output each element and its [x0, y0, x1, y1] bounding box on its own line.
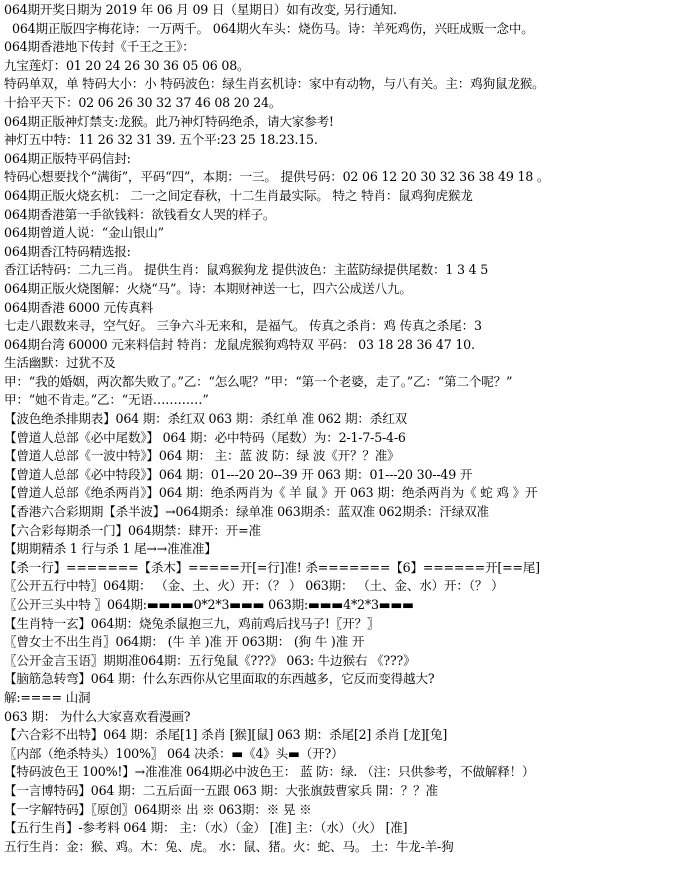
- text-line-l42: 【特码波色王 100%!】→准准准 064期必中波色王： 蓝 防：绿. （注：只供参考，不做解释！）: [4, 764, 535, 780]
- text-line-l25: 【曾道人总部《一波中特》】064 期： 主：蓝 波 防：绿 波《开？？准》: [4, 448, 400, 464]
- text-line-l15: 香江话特码：二九三肖。 提供生肖：鼠鸡猴狗龙 提供波色：主蓝防绿提供尾数：1 3 4 5: [4, 262, 489, 278]
- text-line-l08: 神灯五中特：11 26 32 31 39. 五个平:23 25 18.23.15.: [4, 132, 318, 148]
- text-line-l21: 甲：“我的婚姻，两次都失败了。”乙：“怎么呢？”甲：“第一个老婆，走了。”乙：“第二个呢？”: [4, 373, 513, 389]
- text-line-l20: 生活幽默：过犹不及: [4, 355, 116, 371]
- text-line-l05: 特码单双，单 特码大小：小 特码波色：绿生肖玄机诗：家中有动物，与八有关。主：鸡狗鼠龙猴。: [4, 76, 545, 92]
- text-line-l23: 【波色绝杀排期表】064 期：杀红双 063 期：杀红单 准 062 期：杀红双: [4, 411, 407, 427]
- text-line-l02: 064期正版四字梅花诗：一万两千。 064期火车头：烧伤马。诗：羊死鸡伤，兴旺成贩一念中。: [12, 20, 534, 36]
- text-line-l03: 064期香港地下传封《千王之王》：: [4, 39, 195, 55]
- text-line-l01: 064期开奖日期为 2019 年 06 月 09 日（星期日）如有改变, 另行通知.: [4, 2, 397, 17]
- text-line-l46: 五行生肖：金：猴、鸡。木：兔、虎。 水：鼠、猪。火：蛇、马。 土：牛龙-羊-狗: [4, 838, 454, 854]
- text-line-l44: 【一字解特码】〖原创〗064期※ 出 ※ 063期：※ 晃 ※: [4, 801, 312, 817]
- text-line-l24: 【曾道人总部《必中尾数》】 064 期：必中特码（尾数）为：2-1-7-5-4-6: [4, 429, 406, 445]
- text-line-l12: 064期香港第一手欲钱料：欲钱看女人哭的样子。: [4, 206, 276, 222]
- text-line-l19: 064期台湾 60000 元来料信封 特肖：龙鼠虎猴狗鸡特双 平码： 03 18 28 36 47 10.: [4, 336, 475, 352]
- text-line-l10: 特码心想要找个“满街”，平码“四”，本期：一三。 提供号码：02 06 12 20 30 32 36 38 49 18 。: [4, 169, 550, 185]
- text-line-l29: 【六合彩每期杀一门】064期禁：肆开：开=准: [4, 522, 261, 538]
- text-line-l39: 063 期： 为什么大家喜欢看漫画?: [4, 708, 191, 724]
- text-line-l13: 064期曾道人说：“金山银山”: [4, 225, 164, 241]
- text-line-l04: 九宝莲灯：01 20 24 26 30 36 05 06 08。: [4, 57, 250, 73]
- text-line-l37: 【脑筋急转弯】064 期：什么东西你从它里面取的东西越多，它反而变得越大?: [4, 671, 435, 687]
- text-line-l22: 甲：“她不肯走。”乙：“无语…………”: [4, 392, 209, 408]
- text-line-l34: 【生肖特一玄】064期：烧兔杀鼠抱三九，鸡前鸡后找马子!〖开？〗: [4, 615, 380, 631]
- text-line-l27: 【曾道人总部《绝杀两肖》】064 期：绝杀两肖为《 羊 鼠 》开 063 期：绝杀两肖为《 蛇 鸡 》开: [4, 485, 538, 501]
- text-line-l43: 【一言博特码】064 期：二五后面一五跟 063 期：大张旗鼓曹家兵 開：？？准: [4, 782, 438, 798]
- text-line-l35: 〖曾女士不出生肖〗064期： (牛 羊 )准 开 063期： (狗 牛 )准 开: [4, 634, 365, 650]
- text-line-l45: 【五行生肖】-参考料 064 期： 主：（水）（金） [准] 主：（水）（火） [准]: [4, 820, 408, 836]
- text-line-l26: 【曾道人总部《必中特段》】064 期：01---20 20--39 开 063 期：01---20 30--49 开: [4, 466, 473, 482]
- text-line-l09: 064期正版特平码信封:: [4, 150, 131, 166]
- text-line-l06: 十拾平天下：02 06 26 30 32 37 46 08 20 24。: [4, 94, 282, 110]
- text-line-l30: 【期期精杀 1 行与杀 1 尾→→准准准】: [4, 541, 217, 557]
- text-line-l14: 064期香江特码精选报:: [4, 243, 131, 259]
- text-line-l31: 【杀一行】=======【杀木】=====开[=行]准! 杀=======【6】======开[==尾]: [4, 559, 540, 575]
- text-line-l28: 【香港六合彩期期【杀半波】→064期杀：绿单准 063期杀：蓝双准 062期杀：汗绿双准: [4, 504, 489, 520]
- text-line-l38: 解:==== 山洞: [4, 689, 91, 705]
- text-line-l18: 七走八跟数来寻，空气好。 三争六斗无来和，是福气。 传真之杀肖：鸡 传真之杀尾：3: [4, 318, 482, 334]
- text-line-l41: 〖内部（绝杀特头）100%〗 064 决杀：▬《4》头▬（开?）: [4, 745, 344, 761]
- text-line-l40: 【六合彩不出特】064 期：杀尾[1] 杀肖 [猴][鼠] 063 期：杀尾[2] 杀肖 [龙][兔]: [4, 727, 448, 743]
- text-line-l16: 064期正版火烧图解：火烧“马”。诗：本期财神送一七，四六公成送八九。: [4, 280, 412, 296]
- text-line-l17: 064期香港 6000 元传真料: [4, 299, 154, 315]
- text-line-l32: 〖公开五行中特〗064期： （金、土、火）开：（？ ） 063期： （土、金、水）开：（？ ）: [4, 578, 504, 594]
- text-line-l36: 〖公开金言玉语〗期期准064期：五行兔鼠《???》 063: 牛边猴右 《???》: [4, 652, 416, 668]
- text-line-l11: 064期正版火烧玄机： 二一之间定春秋，十二生肖最实际。 特之 特肖：鼠鸡狗虎猴龙: [4, 187, 473, 203]
- text-line-l07: 064期正版神灯禁支:龙猴。此乃神灯特码绝杀，请大家参考!: [4, 113, 334, 129]
- text-line-l33: 〖公开三头中特 〗064期:▬▬▬▬0*2*3▬▬▬ 063期:▬▬▬4*2*3▬▬▬: [4, 597, 414, 612]
